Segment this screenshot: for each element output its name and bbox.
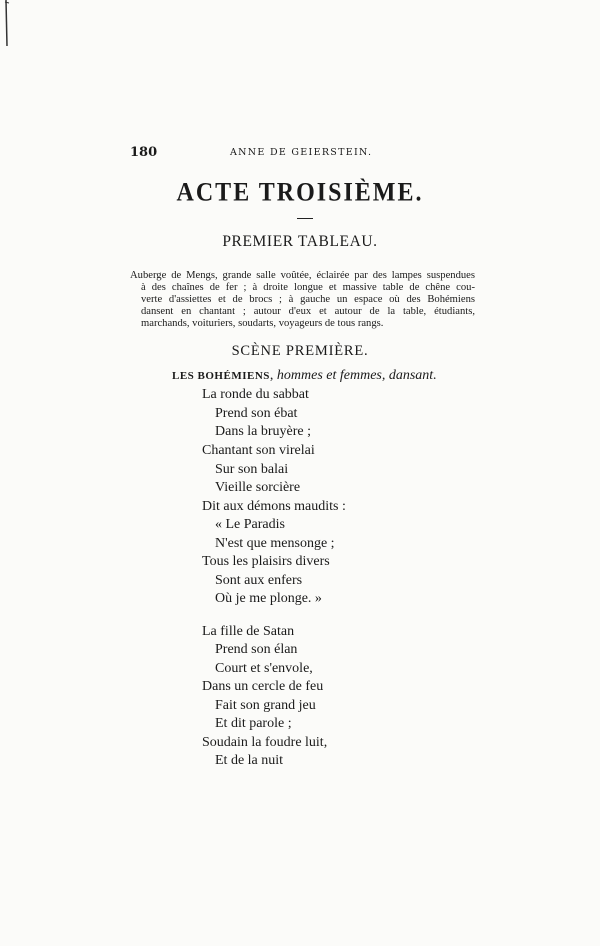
verse-line: Sur son balai xyxy=(215,462,289,477)
speaker-name: LES BOHÉMIENS xyxy=(172,370,270,382)
verse-line: N'est que mensonge ; xyxy=(215,536,335,551)
speaker-line: LES BOHÉMIENS, hommes et femmes, dansant. xyxy=(172,368,437,383)
tableau-title: PREMIER TABLEAU. xyxy=(222,233,378,250)
verse-line: La ronde du sabbat xyxy=(202,387,309,402)
verse-line: Dit aux démons maudits : xyxy=(202,499,346,514)
verse-line: Et dit parole ; xyxy=(215,716,292,731)
running-title: ANNE DE GEIERSTEIN. xyxy=(230,147,373,158)
verse-line: Dans un cercle de feu xyxy=(202,679,324,694)
verse-line: La fille de Satan xyxy=(202,624,295,639)
stage-direction-line: verte d'assiettes et de brocs ; à gauche un espace où des Bohémiens xyxy=(141,294,475,305)
verse-line: Et de la nuit xyxy=(215,753,284,768)
stage-direction-line: dansent en chantant ; autour d'eux et autour de la table, étudiants, xyxy=(141,306,475,317)
stage-direction-line: à des chaînes de fer ; à droite longue et massive table de chêne cou- xyxy=(141,282,475,293)
page-header xyxy=(130,145,490,161)
scene-title: SCÈNE PREMIÈRE. xyxy=(231,343,369,359)
verse-line: « Le Paradis xyxy=(215,517,285,532)
verse-line: Vieille sorcière xyxy=(215,480,301,495)
verse-line: Où je me plonge. » xyxy=(215,591,322,606)
verse-line: Fait son grand jeu xyxy=(215,698,316,713)
verse-line: Court et s'envole, xyxy=(215,661,313,676)
speaker-direction: hommes et femmes, dansant. xyxy=(276,368,437,383)
stage-direction xyxy=(130,270,475,330)
act-title: ACTE TROISIÈME. xyxy=(176,178,424,207)
stage-direction-line: marchands, voituriers, soudarts, voyageurs de tous rangs. xyxy=(141,318,384,329)
verse-line: Tous les plaisirs divers xyxy=(202,554,330,569)
verse-line: Prend son élan xyxy=(215,642,298,657)
page-number: 180 xyxy=(130,145,158,160)
verse-line: Dans la bruyère ; xyxy=(215,424,312,439)
verse-line: Sont aux enfers xyxy=(215,573,303,588)
page-corner-mark xyxy=(2,0,10,46)
title-rule xyxy=(297,218,313,219)
verse-line: Chantant son virelai xyxy=(202,443,315,458)
stage-direction-line: Auberge de Mengs, grande salle voûtée, éclairée par des lampes suspendues xyxy=(130,270,475,281)
verse-line: Prend son ébat xyxy=(215,406,298,421)
verse-line: Soudain la foudre luit, xyxy=(202,735,328,750)
